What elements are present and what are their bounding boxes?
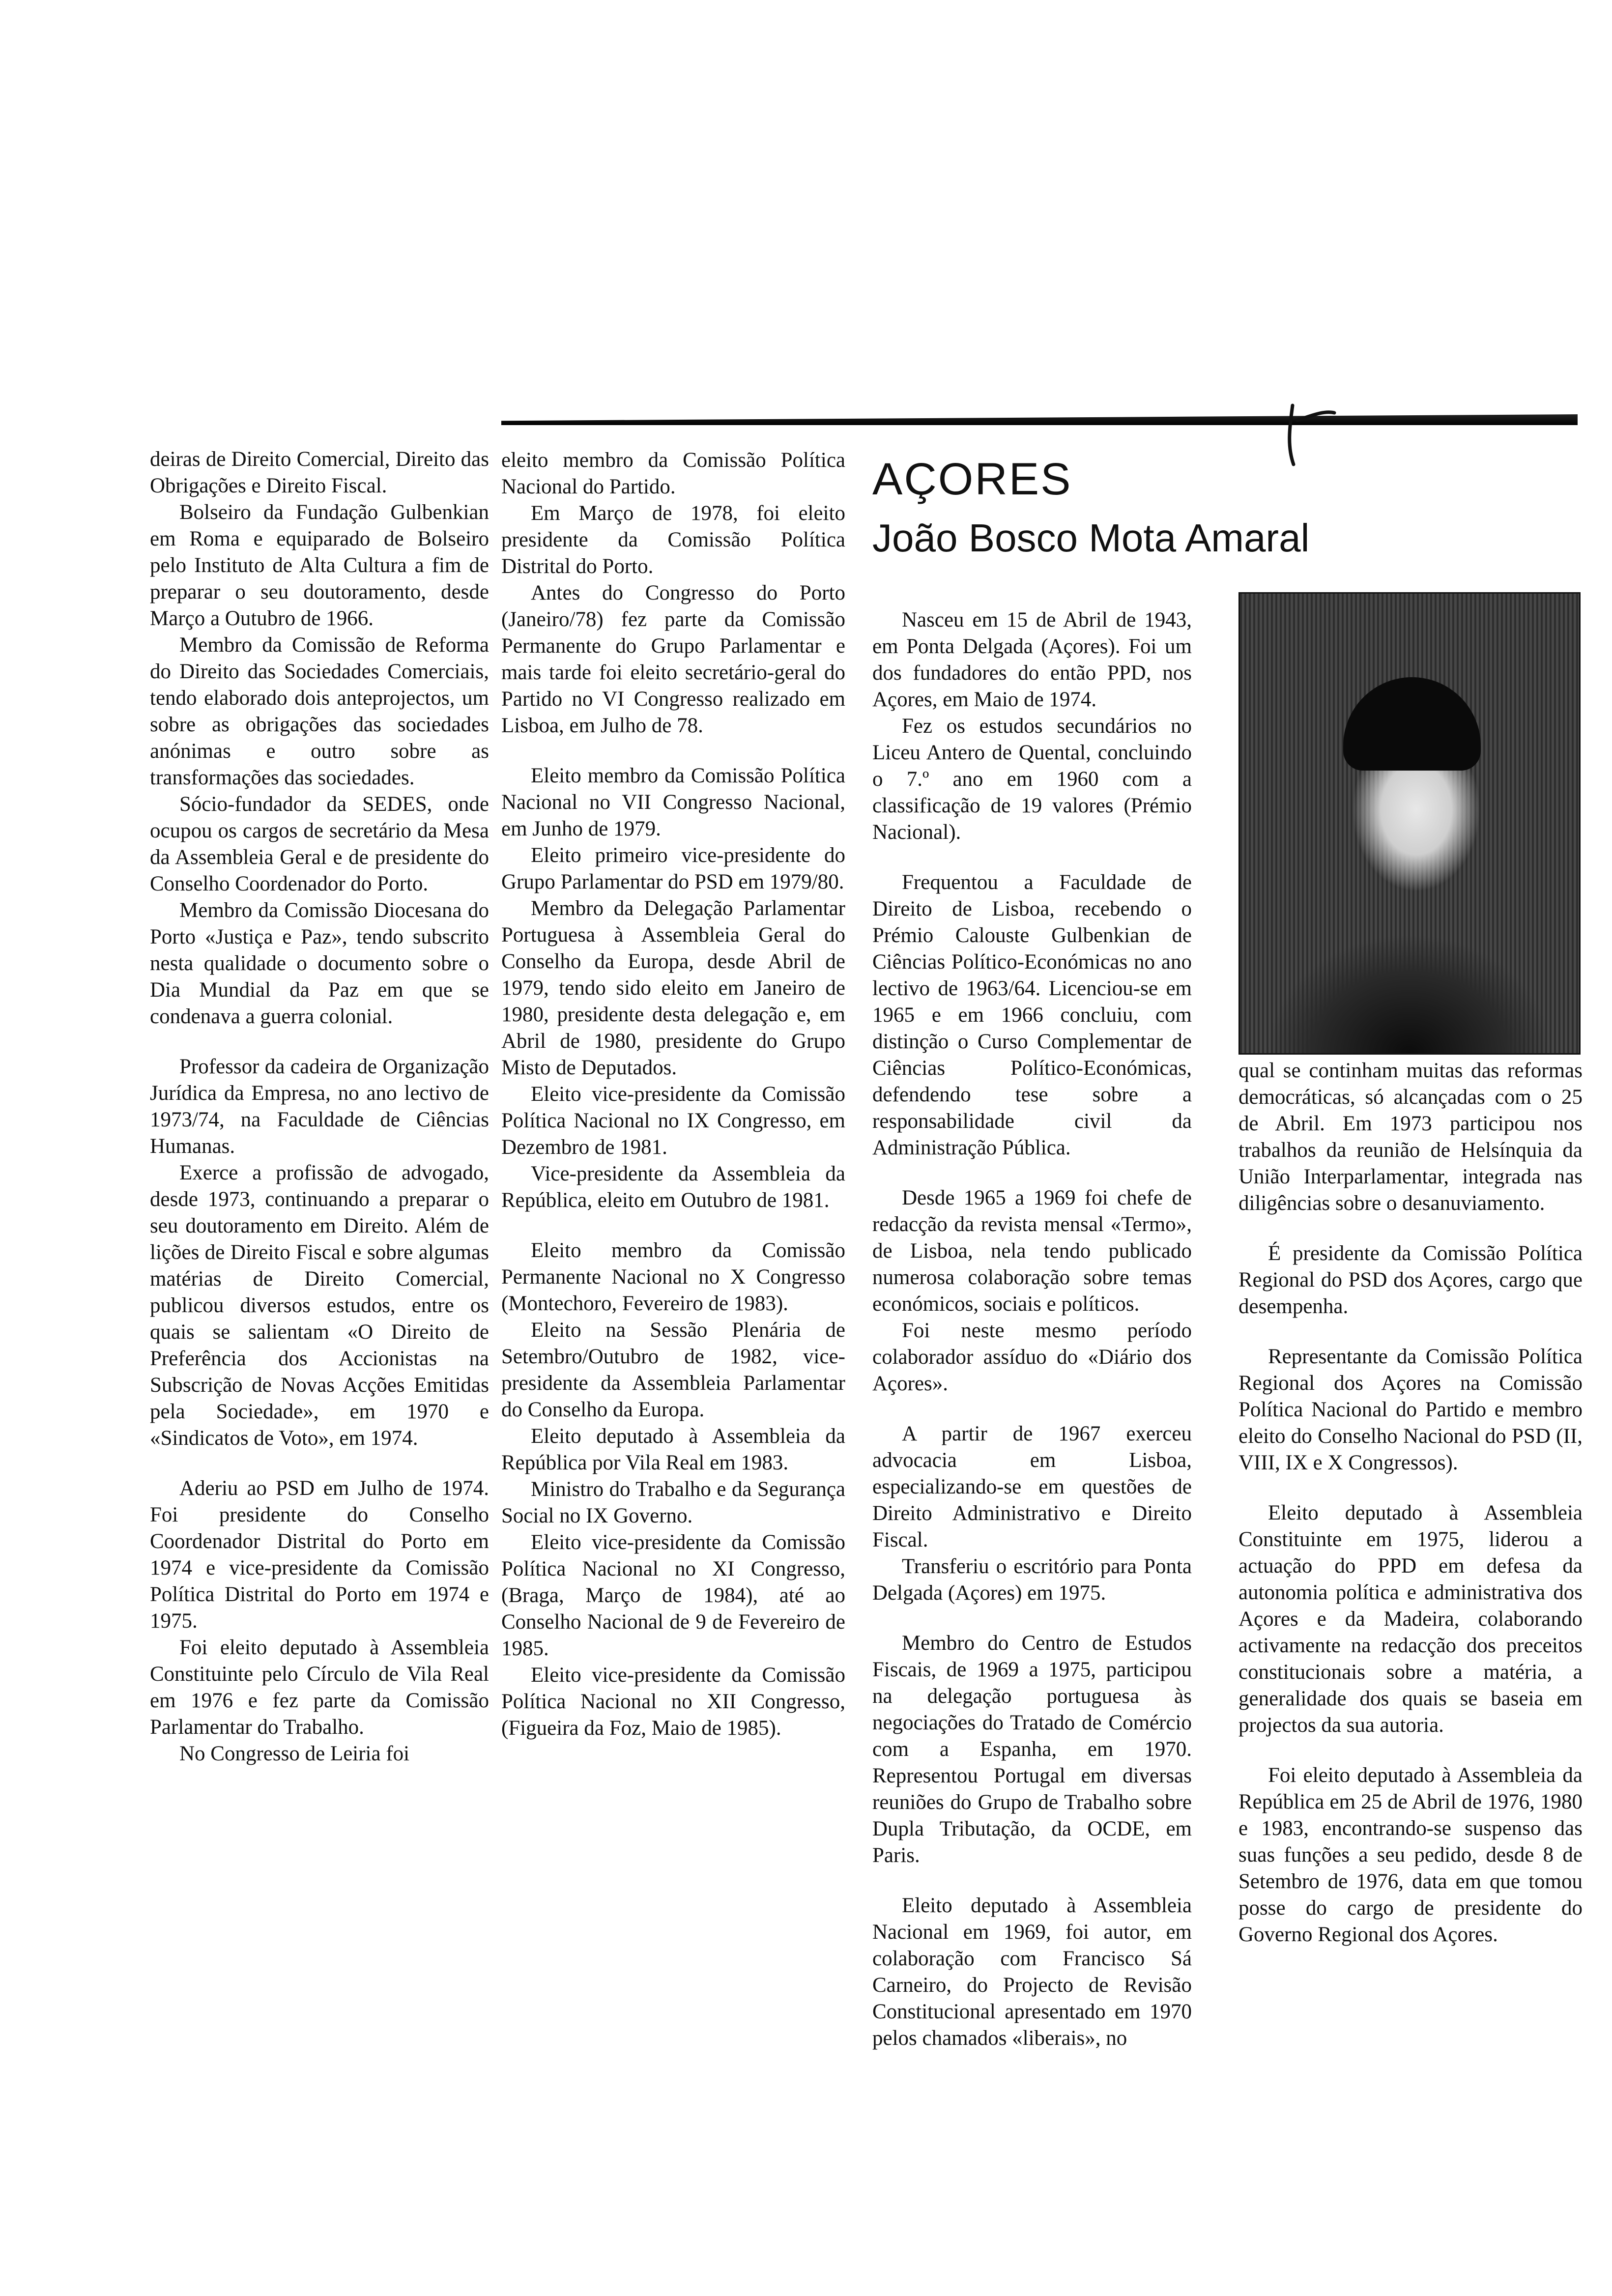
paragraph: Eleito membro da Comissão Permanente Nacional no X Congresso (Montechoro, Fevereiro de 1983). [501,1239,845,1315]
paragraph: No Congresso de Leiria foi [179,1742,410,1765]
paragraph: Eleito deputado à Assembleia Constituinte em 1975, liderou a actuação do PPD em defesa da autonomia política e administrativa dos Açores e da Madeira, colaborando activamente na redacção dos preceitos constitucionais sobre a matéria, a generalidade dos quais se baseia em projectos da sua autoria. [1238,1501,1583,1737]
paragraph: Eleito primeiro vice-presidente do Grupo Parlamentar do PSD em 1979/80. [501,844,845,893]
paragraph: Membro do Centro de Estudos Fiscais, de 1969 a 1975, participou na delegação portuguesa às negociações do Tratado de Comércio com a Espanha, em 1970. Representou Portugal em diversas reuniões do Grupo de Trabalho sobre Dupla Tributação, da OCDE, em Paris. [872,1632,1192,1867]
paragraph: Ministro do Trabalho e da Segurança Social no IX Governo. [501,1478,845,1527]
paragraph: Eleito vice-presidente da Comissão Política Nacional no IX Congresso, em Dezembro de 1981. [501,1083,845,1159]
paragraph: Professor da cadeira de Organização Jurídica da Empresa, no ano lectivo de 1973/74, na Faculdade de Ciências Humanas. [150,1055,489,1158]
paragraph: Antes do Congresso do Porto (Janeiro/78) fez parte da Comissão Permanente do Grupo Parlamentar e mais tarde foi eleito secretário-geral do Partido no VI Congresso realizado em Lisboa, em Julho de 78. [501,581,845,737]
paragraph: Exerce a profissão de advogado, desde 1973, continuando a preparar o seu doutoramento em Direito. Além de lições de Direito Fiscal e sobre algumas matérias de Direito Comercial, publicou diversos estudos, entre os quais se salientam «O Direito de Preferência dos Accionistas na Subscrição de Novas Acções Emitidas pela Sociedade», em 1970 e «Sindicatos de Voto», em 1974. [150,1161,489,1450]
paragraph: Frequentou a Faculdade de Direito de Lisboa, recebendo o Prémio Calouste Gulbenkian de Ciências Político-Económicas no ano lectivo de 1963/64. Licenciou-se em 1965 e em 1966 concluiu, com distinção o Curso Complementar de Ciências Político-Económicas, defendendo tese sobre a responsabilidade civil da Administração Pública. [872,871,1192,1159]
section-heading: AÇORES [872,454,1072,504]
person-name: João Bosco Mota Amaral [872,516,1310,560]
paragraph: qual se continham muitas das reformas democráticas, só alcançadas com o 25 de Abril. Em 1973 participou nos trabalhos da reunião de Helsínquia da União Interparlamentar, integrada nas diligências sobre o desanuviamento. [1238,1059,1583,1215]
paragraph: Eleito vice-presidente da Comissão Política Nacional no XI Congresso, (Braga, Março de 1984), até ao Conselho Nacional de 9 de Fevereiro de 1985. [501,1531,845,1660]
portrait-hair [1343,677,1481,771]
paragraph: Membro da Comissão Diocesana do Porto «Justiça e Paz», tendo subscrito nesta qualidade o documento sobre o Dia Mundial da Paz em que se condenava a guerra colonial. [150,899,489,1028]
paragraph: Aderiu ao PSD em Julho de 1974. Foi presidente do Conselho Coordenador Distrital do Porto em 1974 e vice-presidente da Comissão Política Distrital do Porto em 1974 e 1975. [150,1477,489,1633]
paragraph: Eleito deputado à Assembleia Nacional em 1969, foi autor, em colaboração com Francisco Sá Carneiro, do Projecto de Revisão Constitucional apresentado em 1970 pelos chamados «liberais», no [872,1894,1192,2050]
paragraph: Eleito membro da Comissão Política Nacional no VII Congresso Nacional, em Junho de 1979. [501,764,845,840]
column-2 [501,447,845,1742]
paragraph: Bolseiro da Fundação Gulbenkian em Roma e equiparado de Bolseiro pelo Instituto de Alta Cultura a fim de preparar o seu doutoramento, desde Março a Outubro de 1966. [150,501,489,630]
paragraph: É presidente da Comissão Política Regional do PSD dos Açores, cargo que desempenha. [1238,1242,1583,1318]
paragraph: Representante da Comissão Política Regional dos Açores na Comissão Política Nacional do Partido e membro eleito do Conselho Nacional do PSD (II, VIII, IX e X Congressos). [1238,1345,1583,1474]
paragraph: Membro da Delegação Parlamentar Portuguesa à Assembleia Geral do Conselho da Europa, desde Abril de 1979, tendo sido eleito em Janeiro de 1980, presidente desta delegação e, em Abril de 1980, presidente do Grupo Misto de Deputados. [501,897,845,1079]
portrait-photo [1238,592,1581,1055]
paragraph: Fez os estudos secundários no Liceu Antero de Quental, concluindo o 7.º ano em 1960 com a classificação de 19 valores (Prémio Nacional). [872,715,1192,844]
paragraph: Membro da Comissão de Reforma do Direito das Sociedades Comerciais, tendo elaborado dois anteprojectos, um sobre as obrigações das sociedades anónimas e outro sobre as transformações das sociedades. [150,633,489,789]
paragraph: eleito membro da Comissão Política Nacional do Partido. [501,449,845,498]
paragraph: Eleito deputado à Assembleia da República por Vila Real em 1983. [501,1425,845,1474]
paragraph: Foi eleito deputado à Assembleia da República em 25 de Abril de 1976, 1980 e 1983, encontrando-se suspenso das suas funções a seu pedido, desde 8 de Setembro de 1976, data em que tomou posse do cargo de presidente do Governo Regional dos Açores. [1238,1764,1583,1946]
paragraph: Sócio-fundador da SEDES, onde ocupou os cargos de secretário da Mesa da Assembleia Geral e de presidente do Conselho Coordenador do Porto. [150,793,489,895]
paragraph: deiras de Direito Comercial, Direito das Obrigações e Direito Fiscal. [150,448,489,497]
header-rule [501,414,1578,425]
paragraph: Foi neste mesmo período colaborador assíduo do «Diário dos Açores». [872,1319,1192,1395]
paragraph: Transferiu o escritório para Ponta Delgada (Açores) em 1975. [872,1555,1192,1605]
column-1 [150,446,489,1767]
paragraph: Em Março de 1978, foi eleito presidente da Comissão Política Distrital do Porto. [501,502,845,578]
column-3 [872,607,1192,2052]
paragraph: Eleito na Sessão Plenária de Setembro/Outubro de 1982, vice-presidente da Assembleia Parlamentar do Conselho da Europa. [501,1319,845,1421]
column-4 [1238,1058,1583,1948]
paragraph: Eleito vice-presidente da Comissão Política Nacional no XII Congresso, (Figueira da Foz, Maio de 1985). [501,1664,845,1740]
paragraph: Vice-presidente da Assembleia da República, eleito em Outubro de 1981. [501,1162,845,1212]
paragraph: Foi eleito deputado à Assembleia Constituinte pelo Círculo de Vila Real em 1976 e fez parte da Comissão Parlamentar do Trabalho. [150,1636,489,1739]
handwritten-mark [1283,401,1337,469]
paragraph: A partir de 1967 exerceu advocacia em Lisboa, especializando-se em questões de Direito Administrativo e Direito Fiscal. [872,1422,1192,1551]
paragraph: Nasceu em 15 de Abril de 1943, em Ponta Delgada (Açores). Foi um dos fundadores do então PPD, nos Açores, em Maio de 1974. [872,608,1192,711]
paragraph: Desde 1965 a 1969 foi chefe de redacção da revista mensal «Termo», de Lisboa, nela tendo publicado numerosa colaboração sobre temas económicos, sociais e políticos. [872,1186,1192,1316]
